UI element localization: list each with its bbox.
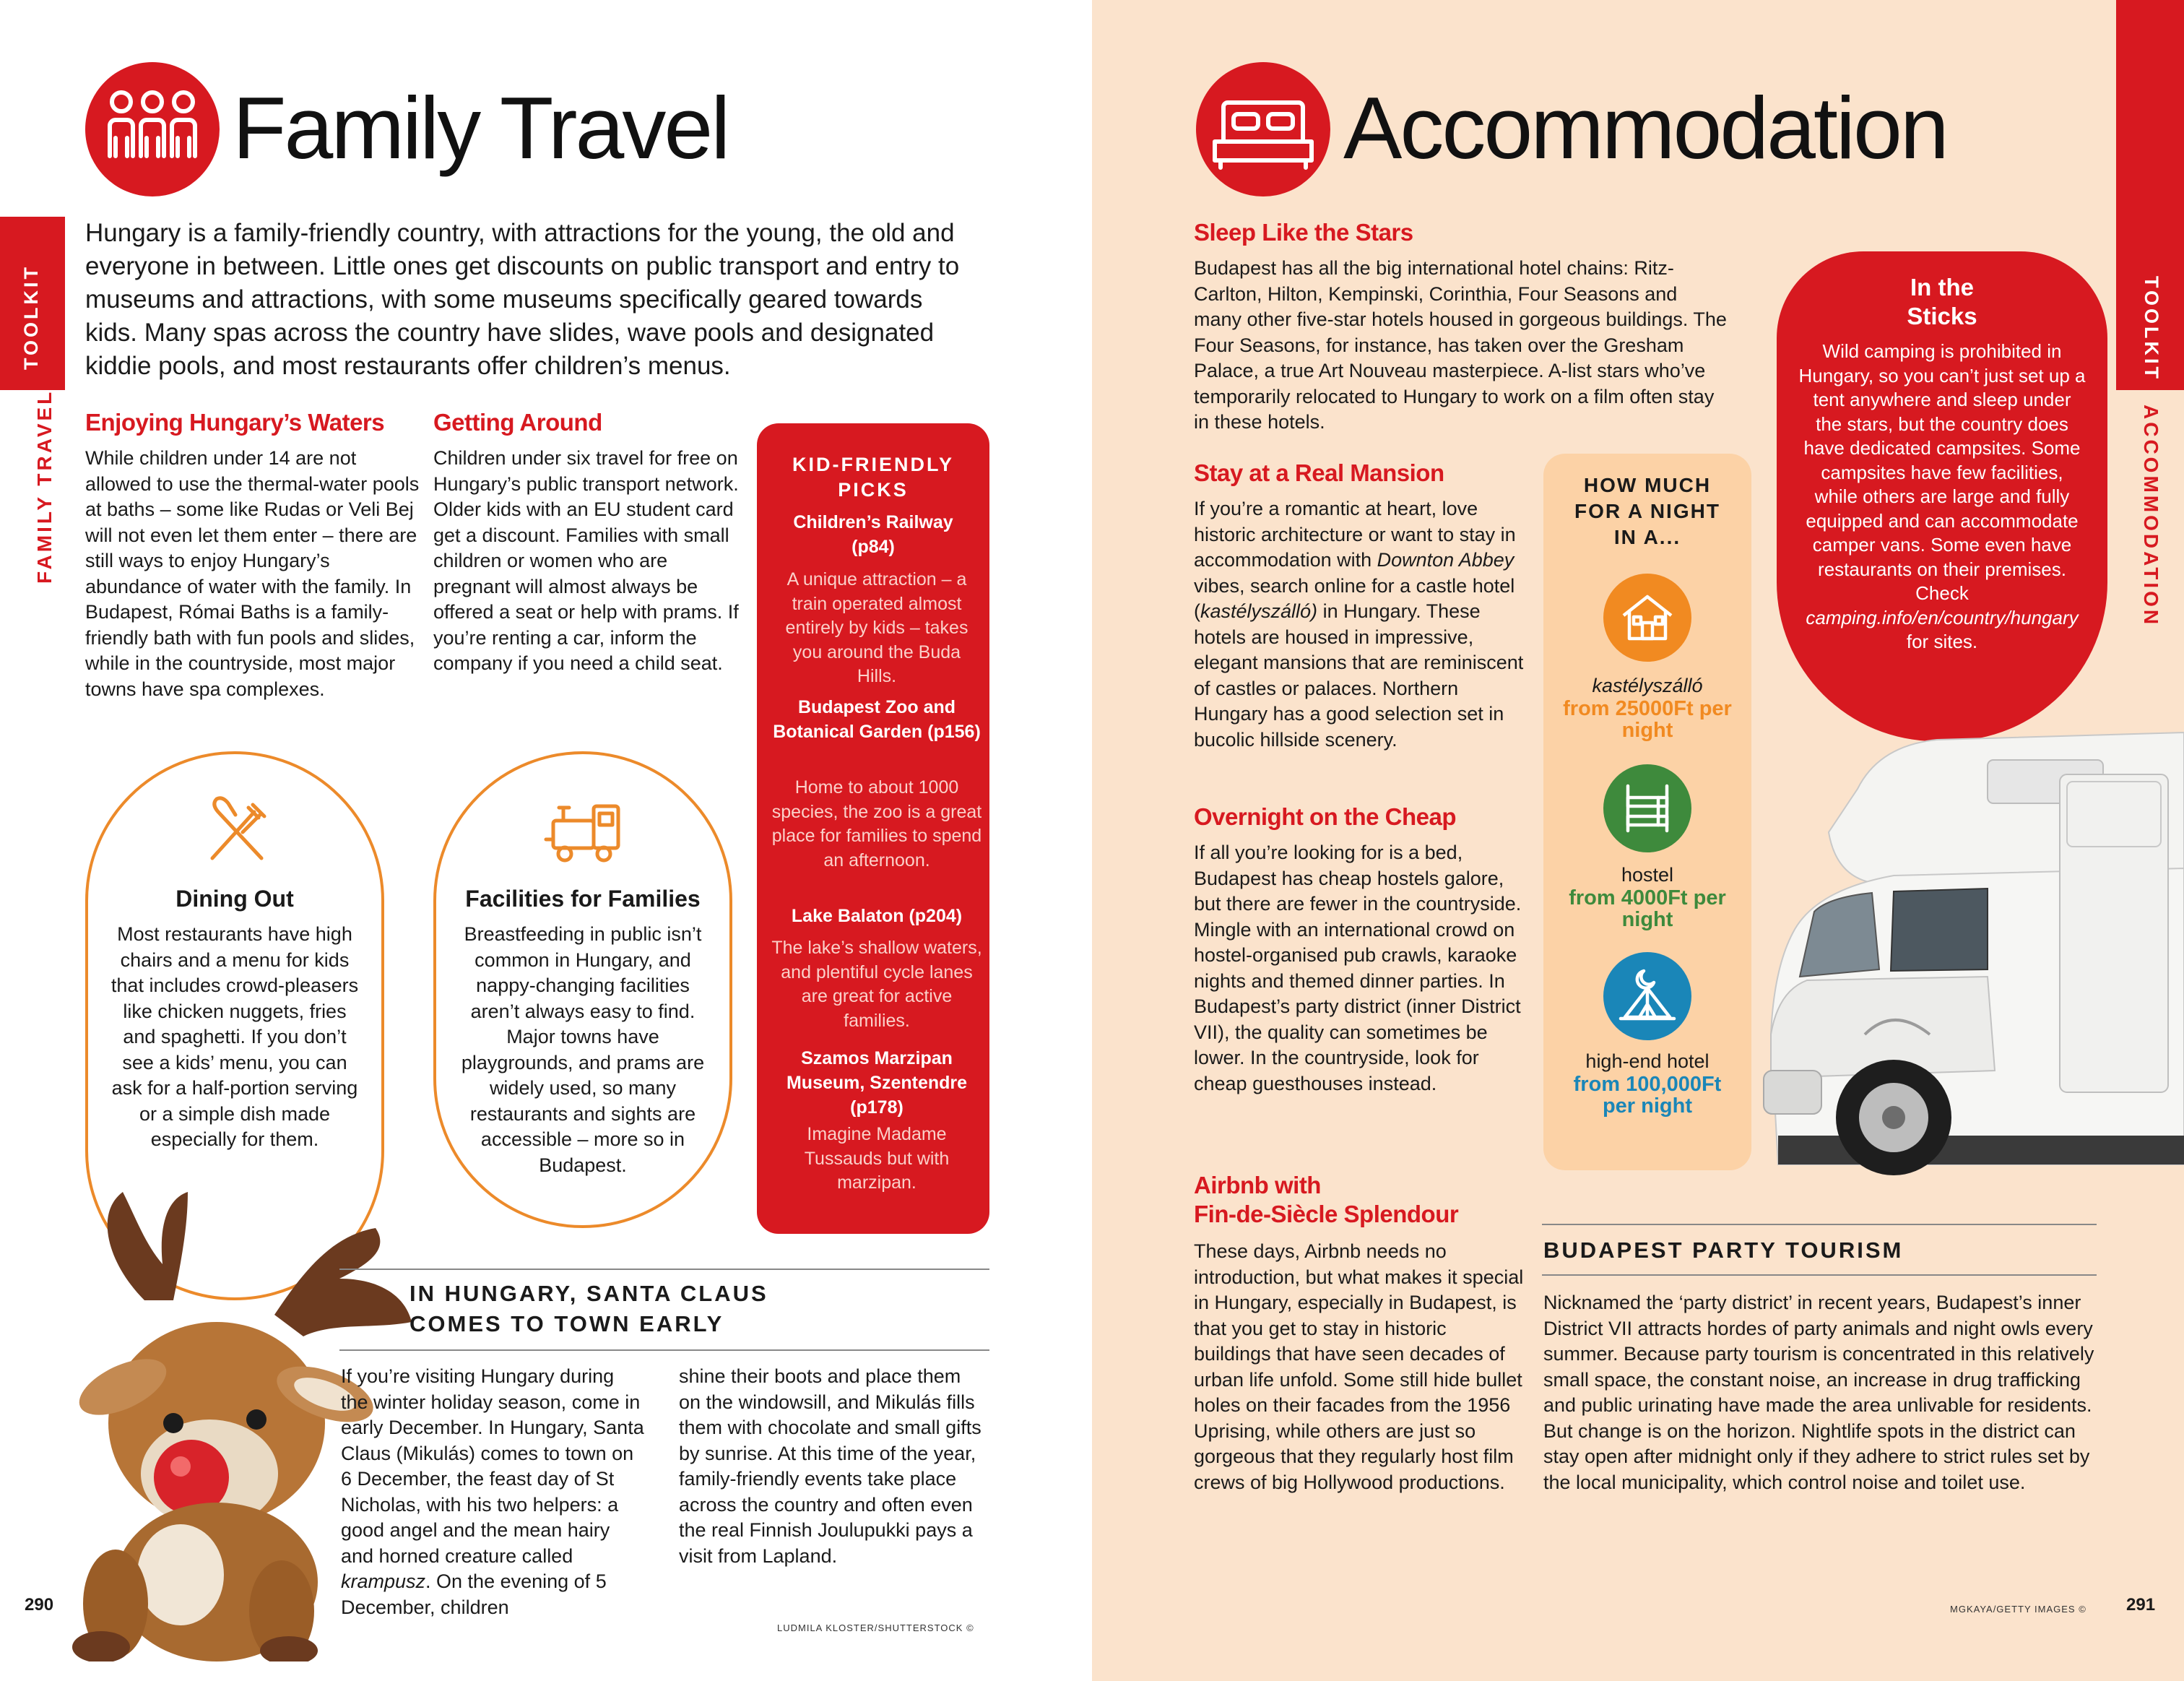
santa-heading: IN HUNGARY, SANTA CLAUS COMES TO TOWN EARLY bbox=[410, 1281, 768, 1336]
family-icon bbox=[85, 62, 220, 196]
kid-pick-desc: Home to about 1000 species, the zoo is a great place for families to spend an afternoon. bbox=[771, 777, 982, 870]
page-title: Accommodation bbox=[1343, 79, 1947, 177]
dining-out-title: Dining Out bbox=[176, 886, 294, 912]
sleep-body: Budapest has all the big international hotel chains: Ritz-Carlton, Hilton, Kempinski, Corinthia, Four Seasons and many other five-star hotels housed in gorgeous buildings. The Four Seasons, for instance, has taken over the Gresham Palace, a true Art Nouveau masterpiece. A-list stars who’ve temporarily relocated to Hungary to work on a film often stay in these hotels. bbox=[1194, 257, 1727, 433]
sleep-heading: Sleep Like the Stars bbox=[1194, 219, 1413, 246]
how-much-heading: HOW MUCH FOR A NIGHT IN A... bbox=[1574, 474, 1720, 548]
waters-heading: Enjoying Hungary’s Waters bbox=[85, 409, 385, 436]
party-body: Nicknamed the ‘party district’ in recent years, Budapest’s inner District VII attracts hordes of party animals and night owls every summer. Because party tourism is concentrated in this relatively small space, the constant noise, an increase in drug trafficking and public urinating have made the area unlivable for residents. But change is on the horizon. Nightlife spots in the district can stay open after midnight only if they adhere to strict rules set by the local municipality, which control noise and toilet use. bbox=[1543, 1292, 2094, 1493]
price-value: from 100,000Ft per night bbox=[1573, 1073, 1722, 1118]
airbnb-heading-line-1: Airbnb with bbox=[1194, 1172, 1321, 1198]
dining-out-body: Most restaurants have high chairs and a menu for kids that includes crowd-pleasers like chicken nuggets, fries and spaghetti. If you don’t see a kids’ menu, you can ask for a half-portion serving or a simple dish made especially for them. bbox=[110, 923, 359, 1150]
santa-col1-em: krampusz bbox=[341, 1570, 426, 1592]
price-label: high-end hotel bbox=[1585, 1050, 1710, 1072]
bunk-bed-icon-circle bbox=[1603, 764, 1691, 852]
party-heading-rule bbox=[1542, 1274, 2097, 1276]
bunk-bed-icon bbox=[1603, 764, 1691, 852]
waters-body: While children under 14 are not allowed to use the thermal-water pools at baths – some like Rudas or Veli Bej will not even let them enter – there are still ways to enjoy Hungary’s abundance of water with the family. In Budapest, Római Baths is a family-friendly bath with fun pools and slides, while in the countryside, most major towns have spa complexes. bbox=[85, 447, 420, 700]
kid-pick-name: Children’s Railway (p84) bbox=[793, 512, 953, 557]
tent-moon-icon bbox=[1603, 952, 1691, 1040]
bed-icon bbox=[1196, 62, 1330, 196]
price-value: from 4000Ft per night bbox=[1569, 886, 1726, 931]
mansion-text-c: in Hungary. These hotels are housed in impressive, elegant mansions that are reminiscent of castles or palaces. Northern Hungary has a good selection set in bucolic hillside scenery. bbox=[1194, 600, 1524, 751]
party-top-rule bbox=[1542, 1224, 2097, 1225]
cheap-heading: Overnight on the Cheap bbox=[1194, 803, 1457, 830]
family-icon-circle bbox=[85, 62, 220, 196]
airbnb-heading-line-2: Fin-de-Siècle Splendour bbox=[1194, 1201, 1459, 1227]
right-page bbox=[1092, 0, 2184, 1681]
facilities-body: Breastfeeding in public isn’t common in Hungary, and nappy-changing facilities aren’t always easy to find. Major towns have playgrounds, and prams are widely used, so many restaurants and sights are accessible – more so in Budapest. bbox=[461, 923, 705, 1176]
airbnb-body: These days, Airbnb needs no introduction, but what makes it special in Hungary, especially in Budapest, is that you get to stay in historic buildings that have seen decades of urban life unfold. Some still hide bullet holes on their facades from the 1956 Uprising, while others are just so gorgeous that they regularly host film crews of big Hollywood productions. bbox=[1194, 1240, 1524, 1493]
mansion-heading: Stay at a Real Mansion bbox=[1194, 459, 1444, 486]
airbnb-heading bbox=[1194, 1171, 1526, 1229]
kid-pick-desc: Imagine Madame Tussauds but with marzipan. bbox=[804, 1124, 950, 1193]
photo-credit-left: LUDMILA KLOSTER/SHUTTERSTOCK © bbox=[777, 1622, 974, 1633]
santa-col2: shine their boots and place them on the windowsill, and Mikulás fills them with chocolate and small gifts by sunrise. At this time of the year, family-friendly events take place across the country and often even the real Finnish Joulupukki pays a visit from Lapland. bbox=[679, 1365, 982, 1567]
toolkit-tab-label: TOOLKIT bbox=[20, 264, 42, 370]
sticks-text-b: for sites. bbox=[1906, 631, 1978, 652]
getting-around-body: Children under six travel for free on Hungary’s public transport network. Older kids with an EU student card get a discount. Families with small children or women who are pregnant will almost always be offered a seat or help with prams. If you’re renting a car, inform the company if you need a child seat. bbox=[433, 447, 739, 674]
sidebar-top-rule bbox=[339, 1269, 989, 1270]
santa-col1 bbox=[341, 1364, 644, 1620]
kid-pick-desc: A unique attraction – a train operated almost entirely by kids – takes you around the Buda Hills. bbox=[785, 569, 968, 686]
mansion-em-1: Downton Abbey bbox=[1377, 549, 1514, 571]
sticks-text-a: Wild camping is prohibited in Hungary, so you can’t just set up a tent anywhere and sleep under the stars, but the country does have dedicated campsites. Some campsites have few facilities, while others are large and fully equipped and can accommodate camper vans. Some even have restaurants on their premises. Check bbox=[1798, 340, 2086, 604]
tent-moon-icon-circle bbox=[1603, 952, 1691, 1040]
sticks-body bbox=[1798, 340, 2086, 654]
sidebar-heading-rule bbox=[339, 1349, 989, 1351]
side-section-label: ACCOMMODATION bbox=[2140, 405, 2162, 628]
price-value: from 25000Ft per night bbox=[1563, 697, 1732, 742]
party-heading: BUDAPEST PARTY TOURISM bbox=[1543, 1237, 1904, 1263]
side-section-label: FAMILY TRAVEL bbox=[33, 389, 56, 584]
sticks-heading: In the Sticks bbox=[1907, 274, 1977, 329]
kid-pick-name: Szamos Marzipan Museum, Szentendre (p178) bbox=[786, 1048, 968, 1118]
house-icon bbox=[1603, 574, 1691, 662]
toolkit-tab-left bbox=[0, 217, 65, 390]
page-title: Family Travel bbox=[233, 79, 729, 177]
toy-train-icon bbox=[539, 785, 630, 876]
santa-col1-text-a: If you’re visiting Hungary during the winter holiday season, come in early December. In Hungary, Santa Claus (Mikulás) comes to town on 6 December, the feast day of St Nicholas, with his two helpers: a good angel and the mean hairy and horned creature called bbox=[341, 1365, 644, 1567]
how-much-box bbox=[1543, 454, 1751, 1170]
toolkit-tab-right bbox=[2116, 0, 2184, 390]
price-label: kastélyszálló bbox=[1592, 675, 1703, 696]
photo-credit-right: MGKAYA/GETTY IMAGES © bbox=[1950, 1604, 2086, 1615]
page-number-left: 290 bbox=[25, 1595, 54, 1615]
kid-pick-name: Budapest Zoo and Botanical Garden (p156) bbox=[773, 697, 981, 742]
kid-pick-desc: The lake’s shallow waters, and plentiful cycle lanes are great for active families. bbox=[771, 938, 982, 1031]
facilities-title: Facilities for Families bbox=[465, 886, 701, 912]
kid-pick-name: Lake Balaton (p204) bbox=[791, 906, 963, 926]
kid-picks-heading: KID-FRIENDLY PICKS bbox=[792, 454, 954, 501]
getting-around-heading: Getting Around bbox=[433, 409, 602, 436]
intro-paragraph: Hungary is a family-friendly country, with attractions for the young, the old and everyone in between. Little ones get discounts on public transport and entry to museums and attractions, with some museums specifically geared towards kids. Many spas across the country have slides, wave pools and designated kiddie pools, and most restaurants offer children’s menus. bbox=[85, 219, 960, 380]
price-label: hostel bbox=[1621, 864, 1674, 886]
camper-van-image bbox=[1749, 731, 2184, 1179]
santa-col1-text-b: . On the evening of 5 December, children bbox=[341, 1570, 607, 1618]
facilities-pill bbox=[433, 751, 732, 1228]
mansion-text-b: vibes, search online for a castle hotel ( bbox=[1194, 574, 1515, 622]
bed-icon-circle bbox=[1196, 62, 1330, 196]
sticks-link[interactable]: camping.info/en/country/hungary bbox=[1806, 606, 2079, 628]
cheap-body: If all you’re looking for is a bed, Budapest has cheap hostels galore, but there are fewer in the countryside. Mingle with an international crowd on hostel-organised pub crawls, karaoke nights and themed dinner parties. In Budapest’s party district (inner District VII), the quality can sometimes be lower. In the countryside, look for cheap guesthouses instead. bbox=[1194, 842, 1522, 1094]
cutlery-icon bbox=[198, 792, 277, 871]
house-icon-circle bbox=[1603, 574, 1691, 662]
toolkit-tab-label: TOOLKIT bbox=[2141, 276, 2162, 381]
kid-friendly-picks-box bbox=[757, 423, 989, 1234]
mansion-body bbox=[1194, 496, 1530, 753]
mansion-em-2: kastélyszálló) bbox=[1200, 600, 1318, 622]
page-number-right: 291 bbox=[2126, 1595, 2156, 1615]
in-the-sticks-box bbox=[1777, 251, 2107, 741]
mansion-text-a: If you’re a romantic at heart, love historic architecture or want to stay in accommodation with bbox=[1194, 498, 1516, 571]
